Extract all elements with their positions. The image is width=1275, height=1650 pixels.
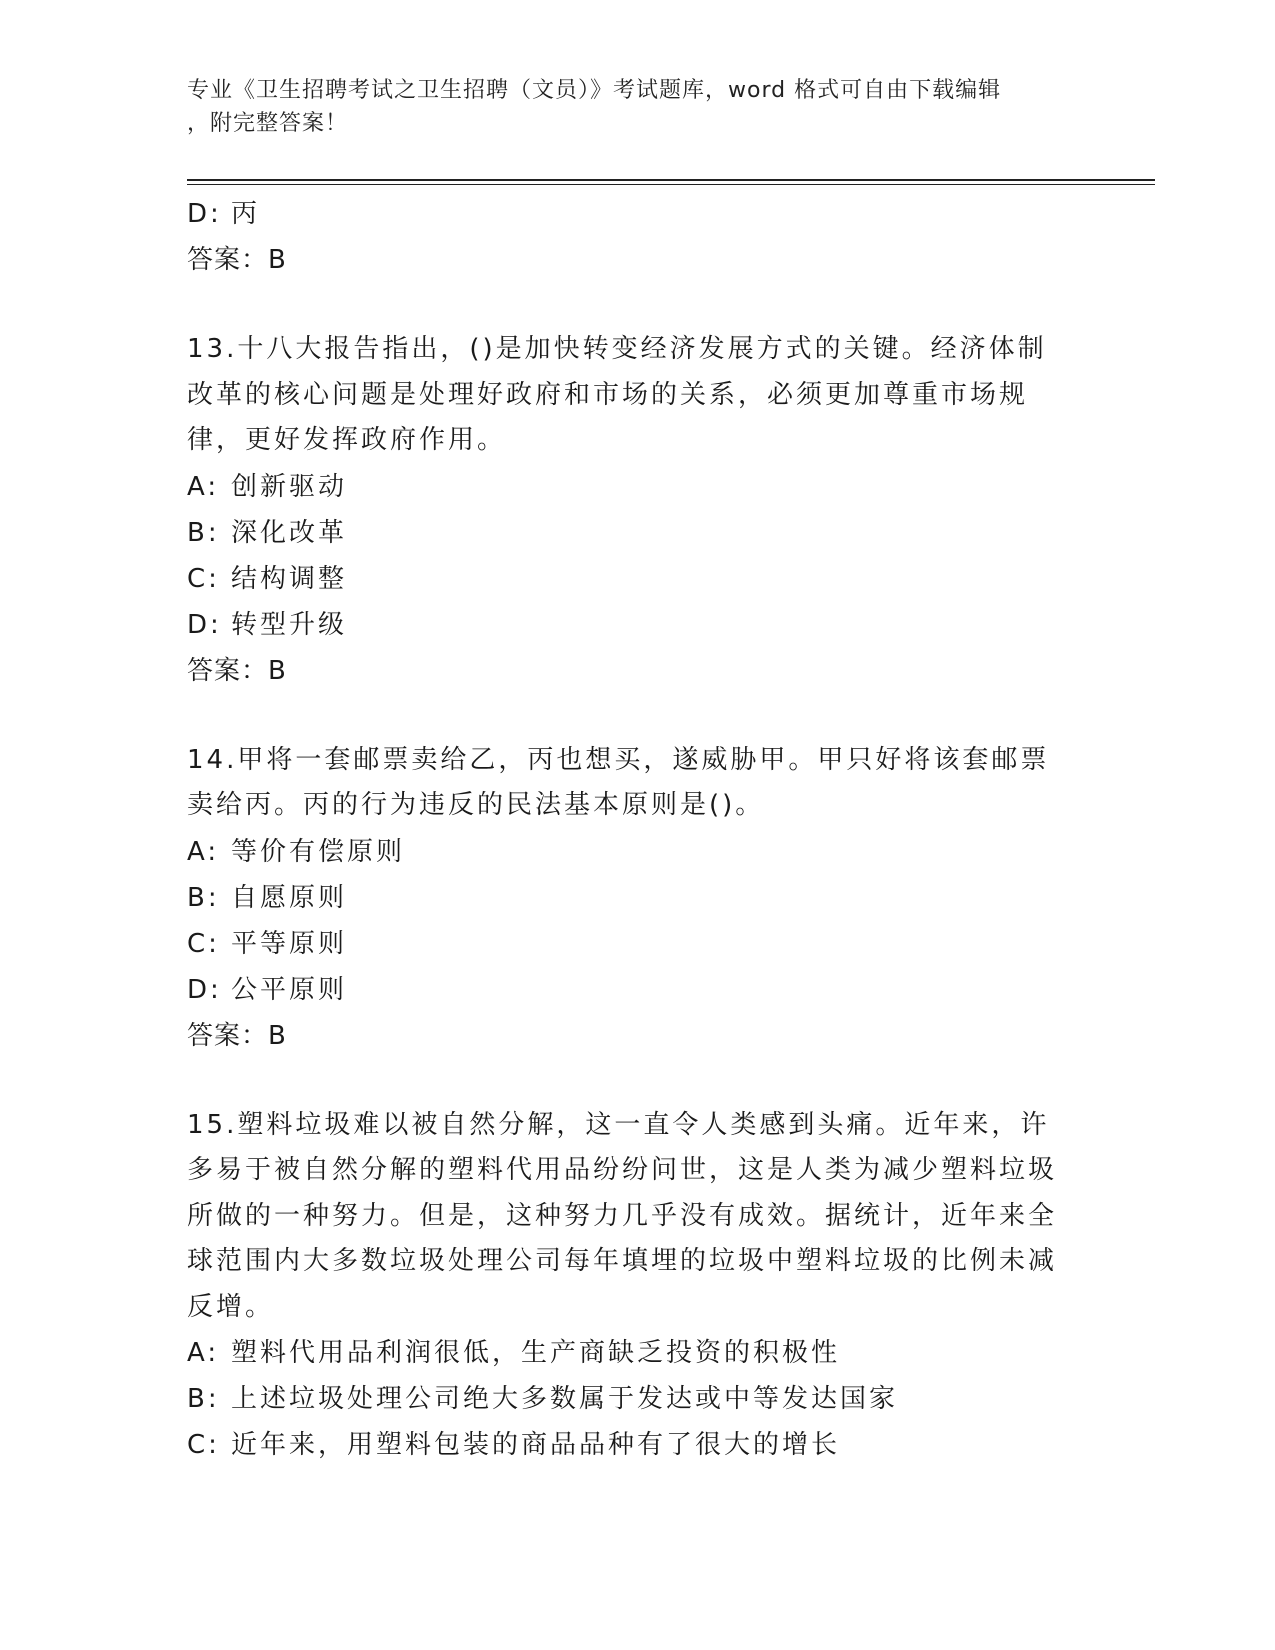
option-b (187, 510, 1087, 556)
question-14 (187, 738, 1087, 1059)
header-line-1: 专业《卫生招聘考试之卫生招聘（文员）》考试题库，word 格式可自由下载编辑 (187, 78, 1002, 103)
header-rule-thick (187, 179, 1155, 181)
option-label: B: (187, 1384, 220, 1414)
option-text: 深化改革 (231, 517, 348, 548)
question-text: 15.塑料垃圾难以被自然分解，这一直令人类感到头痛。近年来，许多易于被自然分解的塑料代用品纷纷问世，这是人类为减少塑料垃圾所做的一种努力。但是，这种努力几乎没有成效。据统计，近年来全球范围内大多数垃圾处理公司每年填埋的垃圾中塑料垃圾的比例未减反增。 (187, 1109, 1058, 1322)
option-text: 自愿原则 (231, 882, 348, 913)
option-label: B: (187, 517, 220, 548)
header-line-2: ，附完整答案！ (187, 111, 349, 136)
answer-line: 答案：B (187, 245, 287, 275)
option-text: 结构调整 (231, 563, 348, 594)
option-text: 公平原则 (231, 974, 348, 1005)
question-text: 14.甲将一套邮票卖给乙，丙也想买，遂威胁甲。甲只好将该套邮票卖给丙。丙的行为违反的民法基本原则是()。 (187, 744, 1050, 820)
option-text: 丙 (231, 199, 261, 229)
answer-line: 答案：B (187, 1020, 287, 1051)
option-text: 近年来，用塑料包装的商品品种有了很大的增长 (231, 1430, 841, 1460)
option-d (187, 191, 1087, 237)
option-text: 创新驱动 (231, 471, 348, 502)
option-text: 等价有偿原则 (231, 836, 406, 867)
option-d (187, 967, 1087, 1013)
option-text: 平等原则 (231, 928, 348, 959)
option-a (187, 464, 1087, 510)
document-header (187, 74, 1067, 140)
option-text: 上述垃圾处理公司绝大多数属于发达或中等发达国家 (231, 1384, 899, 1414)
question-text: 13.十八大报告指出，()是加快转变经济发展方式的关键。经济体制改革的核心问题是处理好政府和市场的关系，必须更加尊重市场规律，更好发挥政府作用。 (187, 334, 1047, 455)
option-b (187, 1376, 1087, 1422)
option-a (187, 829, 1087, 875)
option-label: C: (187, 928, 220, 959)
option-label: A: (187, 836, 220, 867)
option-d (187, 602, 1087, 648)
option-label: D: (187, 609, 222, 640)
option-a (187, 1330, 1087, 1376)
carryover-block (187, 191, 1087, 283)
option-label: B: (187, 882, 220, 913)
option-text: 塑料代用品利润很低，生产商缺乏投资的积极性 (231, 1338, 841, 1368)
option-c (187, 1422, 1087, 1468)
page-content (187, 191, 1087, 1468)
option-c (187, 556, 1087, 602)
option-text: 转型升级 (231, 609, 348, 640)
option-c (187, 921, 1087, 967)
question-13 (187, 327, 1087, 694)
option-label: A: (187, 471, 220, 502)
question-15 (187, 1103, 1087, 1469)
option-label: D: (187, 199, 222, 229)
option-label: C: (187, 563, 220, 594)
option-b (187, 875, 1087, 921)
option-label: D: (187, 974, 222, 1005)
option-label: C: (187, 1430, 220, 1460)
header-rule-thin (187, 184, 1155, 185)
option-label: A: (187, 1338, 220, 1368)
answer-line: 答案：B (187, 655, 287, 686)
